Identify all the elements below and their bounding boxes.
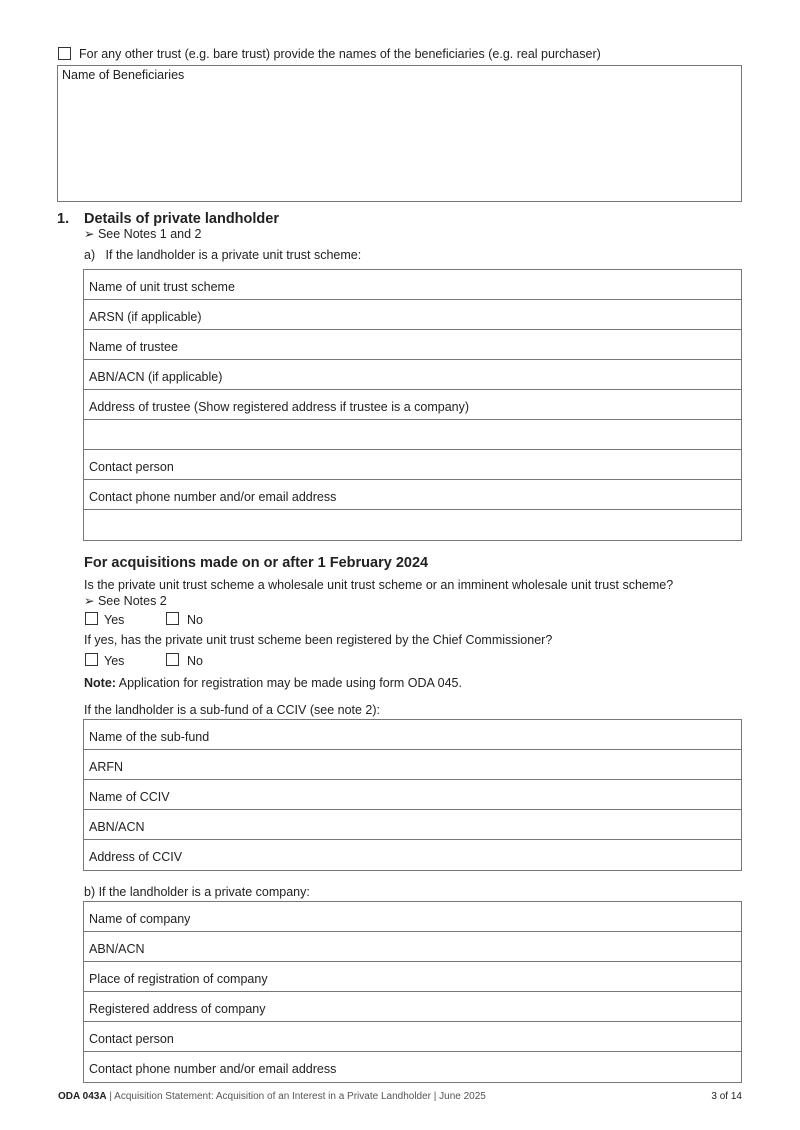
other-trust-checkbox[interactable] bbox=[58, 47, 71, 60]
cciv-abn-field[interactable]: ABN/ACN bbox=[84, 810, 741, 840]
trustee-address-continued-field[interactable] bbox=[84, 420, 741, 450]
footer-description: ODA 043A | Acquisition Statement: Acquisition of an Interest in a Private Landholder | June 2025 bbox=[58, 1091, 486, 1102]
company-contact-phone-email-field[interactable]: Contact phone number and/or email address bbox=[89, 1062, 337, 1076]
wholesale-yes-label: Yes bbox=[104, 613, 125, 627]
form-code: ODA 043A bbox=[58, 1091, 107, 1102]
registered-no-checkbox[interactable] bbox=[166, 653, 179, 666]
see-notes-2: ➢ See Notes 2 bbox=[84, 594, 167, 608]
company-abn-field[interactable]: ABN/ACN bbox=[84, 932, 741, 962]
registered-no-label: No bbox=[187, 654, 203, 668]
registered-yes-checkbox[interactable] bbox=[85, 653, 98, 666]
company-label: b) If the landholder is a private company: bbox=[84, 885, 310, 899]
unit-trust-name-field[interactable]: Name of unit trust scheme bbox=[84, 270, 741, 300]
trustee-address-field[interactable]: Address of trustee (Show registered address if trustee is a company) bbox=[84, 390, 741, 420]
note-bold-label: Note: bbox=[84, 676, 116, 690]
wholesale-no-label: No bbox=[187, 613, 203, 627]
registration-note bbox=[84, 676, 462, 691]
contact-phone-email-continued-field[interactable] bbox=[84, 510, 741, 540]
cciv-label: If the landholder is a sub-fund of a CCIV (see note 2): bbox=[84, 703, 381, 717]
beneficiaries-field[interactable] bbox=[57, 65, 742, 202]
trustee-abn-field[interactable]: ABN/ACN (if applicable) bbox=[84, 360, 741, 390]
unit-trust-table bbox=[83, 269, 742, 541]
wholesale-no-checkbox[interactable] bbox=[166, 612, 179, 625]
contact-person-field[interactable]: Contact person bbox=[84, 450, 741, 480]
company-registration-place-field[interactable]: Place of registration of company bbox=[84, 962, 741, 992]
cciv-name-field[interactable]: Name of CCIV bbox=[84, 780, 741, 810]
see-notes-1-2: ➢ See Notes 1 and 2 bbox=[84, 227, 202, 241]
cciv-table bbox=[83, 719, 742, 871]
company-registered-address-field[interactable]: Registered address of company bbox=[84, 992, 741, 1022]
cciv-address-field[interactable]: Address of CCIV bbox=[89, 850, 183, 864]
note-text: Application for registration may be made using form ODA 045. bbox=[115, 676, 462, 690]
contact-phone-email-field[interactable]: Contact phone number and/or email address bbox=[84, 480, 741, 510]
company-table bbox=[83, 901, 742, 1083]
wholesale-question: Is the private unit trust scheme a wholesale unit trust scheme or an imminent wholesale unit trust scheme? bbox=[84, 578, 674, 592]
registered-question: If yes, has the private unit trust scheme been registered by the Chief Commissioner? bbox=[84, 633, 553, 647]
company-contact-person-field[interactable]: Contact person bbox=[84, 1022, 741, 1052]
section-title: Details of private landholder bbox=[84, 211, 279, 227]
arfn-field[interactable]: ARFN bbox=[84, 750, 741, 780]
trustee-name-field[interactable]: Name of trustee bbox=[84, 330, 741, 360]
acquisitions-heading: For acquisitions made on or after 1 February 2024 bbox=[84, 555, 429, 571]
page-number: 3 of 14 bbox=[711, 1091, 742, 1102]
beneficiaries-label: Name of Beneficiaries bbox=[62, 68, 185, 82]
part-a-label: a) If the landholder is a private unit trust scheme: bbox=[84, 248, 362, 262]
section-number: 1. bbox=[57, 211, 70, 227]
company-name-field[interactable]: Name of company bbox=[84, 902, 741, 932]
registered-yes-label: Yes bbox=[104, 654, 125, 668]
sub-fund-name-field[interactable]: Name of the sub-fund bbox=[84, 720, 741, 750]
other-trust-label: For any other trust (e.g. bare trust) provide the names of the beneficiaries (e.g. real purchaser) bbox=[79, 47, 601, 61]
arsn-field[interactable]: ARSN (if applicable) bbox=[84, 300, 741, 330]
wholesale-yes-checkbox[interactable] bbox=[85, 612, 98, 625]
